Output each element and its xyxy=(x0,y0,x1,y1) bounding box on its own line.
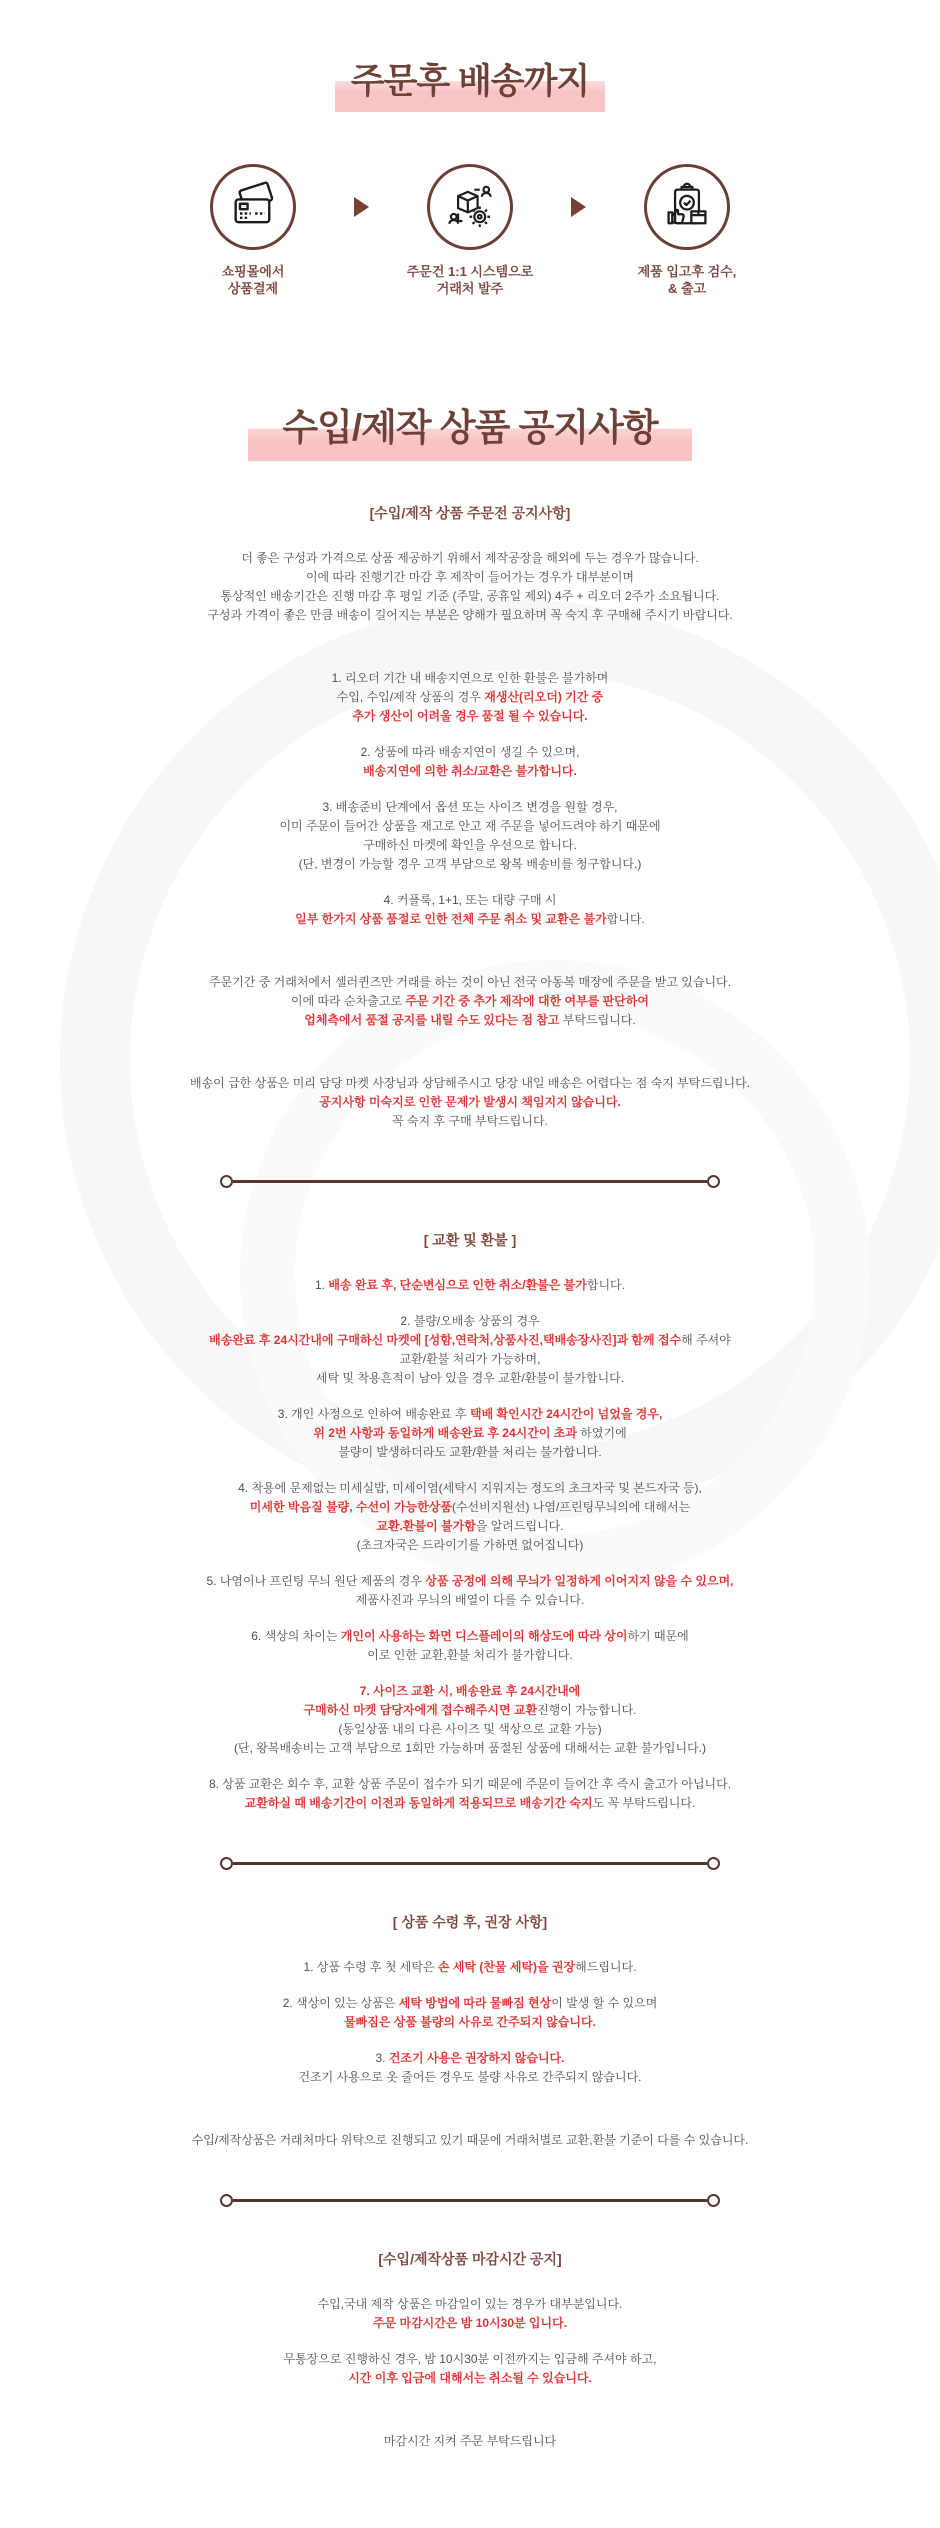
text-line: 이로 인한 교환,환불 처리가 불가합니다. xyxy=(367,1648,573,1662)
section-header: [수입/제작 상품 주문전 공지사항] xyxy=(369,505,571,521)
text-line: 위 2번 사항과 동일하게 배송완료 후 24시간이 초과 하였기에 xyxy=(313,1426,627,1440)
process-step xyxy=(375,164,565,297)
text-line: 주문기간 중 거래처에서 셀러퀸즈만 거래를 하는 것이 아닌 전국 아동복 매장에 주문을 받고 있습니다. xyxy=(209,975,731,989)
paragraph xyxy=(140,1276,800,1295)
paragraph xyxy=(140,1312,800,1388)
text-line: 교환하실 때 배송기간이 이전과 동일하게 적용되므로 배송기간 숙지도 꼭 부탁드립니다. xyxy=(244,1796,696,1810)
divider-endpoint-dot xyxy=(220,2194,233,2207)
paragraph xyxy=(140,891,800,929)
paragraph xyxy=(140,1572,800,1610)
step-label: 쇼핑몰에서 상품결제 xyxy=(221,264,285,296)
text-line: 4. 커플룩, 1+1, 또는 대량 구매 시 xyxy=(383,893,557,907)
text-line: 구매하신 마켓 담당자에게 접수해주시면 교환진행이 가능합니다. xyxy=(303,1703,637,1717)
paragraph xyxy=(140,2432,800,2451)
text-line: 세탁 및 착용흔적이 남아 있을 경우 교환/환불이 불가합니다. xyxy=(315,1371,625,1385)
text-line: 배송완료 후 24시간내에 구매하신 마켓에 [성함,연락처,상품사진,택배송장사진]과 함께 접수해 주셔야 xyxy=(209,1333,731,1347)
text-line: 수입,국내 제작 상품은 마감일이 있는 경우가 대부분입니다. xyxy=(317,2297,623,2311)
page-title xyxy=(120,50,820,112)
step-label: 제품 입고후 검수, & 출고 xyxy=(637,264,737,296)
text-line: 마감시간 지켜 주문 부탁드립니다 xyxy=(383,2434,557,2448)
text-line: 배송이 급한 상품은 미리 담당 마켓 사장님과 상담해주시고 당장 내일 배송은 어렵다는 점 숙지 부탁드립니다. xyxy=(189,1076,751,1090)
text-line: 미세한 박음질 불량, 수선이 가능한상품(수선비지원선) 나염/프린팅무늬의에 대해서는 xyxy=(249,1500,691,1514)
text-line: 2. 불량/오배송 상품의 경우 xyxy=(400,1314,540,1328)
hero-section xyxy=(120,0,820,297)
paragraph xyxy=(140,1074,800,1131)
divider-line xyxy=(233,1862,707,1865)
text-line: 수입, 수입/제작 상품의 경우 재생산(리오더) 기간 중 xyxy=(336,690,604,704)
text-line: 1. 상품 수령 후 첫 세탁은 손 세탁 (찬물 세탁)을 권장해드립니다. xyxy=(303,1960,637,1974)
notice-content xyxy=(140,503,800,2528)
text-line: 물빠짐은 상품 불량의 사유로 간주되지 않습니다. xyxy=(344,2015,596,2029)
section-divider xyxy=(220,2194,720,2207)
credit-card-icon xyxy=(210,164,296,250)
text-line: 시간 이후 입금에 대해서는 취소될 수 있습니다. xyxy=(348,2371,592,2385)
text-line: 구매하신 마켓에 확인을 우선으로 합니다. xyxy=(363,838,577,852)
order-process-steps xyxy=(120,164,820,297)
paragraph xyxy=(140,798,800,874)
text-line: 무통장으로 진행하신 경우, 밤 10시30분 이전까지는 입금해 주셔야 하고, xyxy=(283,2352,657,2366)
text-line: 수입/제작상품은 거래처마다 위탁으로 진행되고 있기 때문에 거래처별로 교환,환불 기준이 다를 수 있습니다. xyxy=(191,2133,749,2147)
text-line: (초크자국은 드라이기를 가하면 없어집니다) xyxy=(356,1538,584,1552)
text-line: 구성과 가격이 좋은 만큼 배송이 길어지는 부분은 양해가 필요하며 꼭 숙지 후 구매해 주시기 바랍니다. xyxy=(207,608,733,622)
text-line: 4. 착용에 문제없는 미세실밥, 미세이염(세탁시 지워지는 정도의 초크자국 및 본드자국 등), xyxy=(238,1481,702,1495)
paragraph xyxy=(140,1405,800,1462)
text-line: (동일상품 내의 다른 사이즈 및 색상으로 교환 가능) xyxy=(338,1722,602,1736)
text-line: 1. 배송 완료 후, 단순변심으로 인한 취소/환불은 불가합니다. xyxy=(315,1278,625,1292)
divider-endpoint-dot xyxy=(707,1857,720,1870)
paragraph xyxy=(140,1682,800,1758)
text-line: 배송지연에 의한 취소/교환은 불가합니다. xyxy=(363,764,577,778)
section-divider xyxy=(220,1857,720,1870)
text-line: 3. 배송준비 단계에서 옵션 또는 사이즈 변경을 원할 경우, xyxy=(322,800,618,814)
process-step xyxy=(592,164,782,297)
text-line: 7. 사이즈 교환 시, 배송완료 후 24시간내에 xyxy=(359,1684,581,1698)
text-line: 3. 건조기 사용은 권장하지 않습니다. xyxy=(375,2051,565,2065)
paragraph xyxy=(140,1479,800,1555)
notice-title-highlight: 수입/제작 상품 공지사항 xyxy=(248,393,691,461)
paragraph xyxy=(140,1627,800,1665)
text-line: 이에 따라 진행기간 마감 후 제작이 들어가는 경우가 대부분이며 xyxy=(305,570,635,584)
page-title-highlight: 주문후 배송까지 xyxy=(335,50,605,112)
text-line: 6. 색상의 차이는 개인이 사용하는 화면 디스플레이의 해상도에 따라 상이하기 때문에 xyxy=(251,1629,689,1643)
paragraph xyxy=(140,2350,800,2388)
text-line: 이미 주문이 들어간 상품을 재고로 안고 재 주문을 넣어드려야 하기 때문에 xyxy=(279,819,661,833)
paragraph xyxy=(140,973,800,1030)
notice-title xyxy=(120,393,820,461)
paragraph xyxy=(140,1994,800,2032)
paragraph xyxy=(140,1775,800,1813)
paragraph xyxy=(140,1958,800,1977)
divider-line xyxy=(233,1180,707,1183)
section-divider xyxy=(220,1175,720,1188)
text-line: 제품사진과 무늬의 배열이 다를 수 있습니다. xyxy=(355,1593,585,1607)
notice-page xyxy=(120,0,820,2448)
text-line: 건조기 사용으로 옷 줄어든 경우도 불량 사유로 간주되지 않습니다. xyxy=(298,2070,642,2084)
text-line: 5. 나염이나 프린팅 무늬 원단 제품의 경우 상품 공정에 의해 무늬가 일정하게 이어지지 않을 수 있으며, xyxy=(206,1574,734,1588)
divider-endpoint-dot xyxy=(220,1857,233,1870)
order-system-icon xyxy=(427,164,513,250)
paragraph xyxy=(140,549,800,625)
text-line: 2. 상품에 따라 배송지연이 생길 수 있으며, xyxy=(360,745,580,759)
text-line: 업체측에서 품절 공지를 내릴 수도 있다는 점 참고 부탁드립니다. xyxy=(304,1013,636,1027)
process-step xyxy=(158,164,348,297)
paragraph xyxy=(140,743,800,781)
text-line: 불량이 발생하더라도 교환/환불 처리는 불가합니다. xyxy=(338,1445,602,1459)
divider-endpoint-dot xyxy=(707,2194,720,2207)
paragraph xyxy=(140,2131,800,2150)
section-header: [수입/제작상품 마감시간 공지] xyxy=(378,2251,562,2267)
section-header: [ 상품 수령 후, 권장 사항] xyxy=(392,1914,548,1930)
text-line: 3. 개인 사정으로 인하여 배송완료 후 택배 확인시간 24시간이 넘었을 경우, xyxy=(277,1407,663,1421)
text-line: 주문 마감시간은 밤 10시30분 입니다. xyxy=(372,2316,568,2330)
inspection-shipping-icon xyxy=(644,164,730,250)
arrow-right-icon xyxy=(571,197,586,217)
step-label: 주문건 1:1 시스템으로 거래처 발주 xyxy=(406,264,534,296)
section-header: [ 교환 및 환불 ] xyxy=(423,1232,517,1248)
text-line: 교환.환불이 불가함을 알려드립니다. xyxy=(376,1519,564,1533)
text-line: 교환/환불 처리가 가능하며, xyxy=(399,1352,541,1366)
divider-line xyxy=(233,2199,707,2202)
divider-endpoint-dot xyxy=(707,1175,720,1188)
paragraph xyxy=(140,2049,800,2087)
text-line: 추가 생산이 어려울 경우 품절 될 수 있습니다. xyxy=(352,709,588,723)
text-line: 공지사항 미숙지로 인한 문제가 발생시 책임지지 않습니다. xyxy=(319,1095,621,1109)
text-line: 1. 리오더 기간 내 배송지연으로 인한 환불은 불가하며 xyxy=(331,671,609,685)
text-line: 일부 한가지 상품 품절로 인한 전체 주문 취소 및 교환은 불가합니다. xyxy=(295,912,645,926)
text-line: 통상적인 배송기간은 진행 마감 후 평일 기준 (주말, 공휴일 제외) 4주 + 리오더 2주가 소요됩니다. xyxy=(220,589,720,603)
text-line: 이에 따라 순차출고로 주문 기간 중 추가 제작에 대한 여부를 판단하여 xyxy=(291,994,649,1008)
text-line: 2. 색상이 있는 상품은 세탁 방법에 따라 물빠짐 현상이 발생 할 수 있으며 xyxy=(282,1996,658,2010)
text-line: 8. 상품 교환은 회수 후, 교환 상품 주문이 접수가 되기 때문에 주문이 들어간 후 즉시 출고가 아닙니다. xyxy=(208,1777,732,1791)
paragraph xyxy=(140,2295,800,2333)
text-line: (단, 변경이 가능할 경우 고객 부담으로 왕복 배송비를 청구합니다.) xyxy=(298,857,642,871)
text-line: (단, 왕복배송비는 고객 부담으로 1회만 가능하며 품절된 상품에 대해서는 교환 불가입니다.) xyxy=(234,1741,706,1755)
text-line: 더 좋은 구성과 가격으로 상품 제공하기 위해서 제작공장을 해외에 두는 경우가 많습니다. xyxy=(241,551,699,565)
arrow-right-icon xyxy=(354,197,369,217)
text-line: 꼭 숙지 후 구매 부탁드립니다. xyxy=(392,1114,548,1128)
divider-endpoint-dot xyxy=(220,1175,233,1188)
paragraph xyxy=(140,669,800,726)
